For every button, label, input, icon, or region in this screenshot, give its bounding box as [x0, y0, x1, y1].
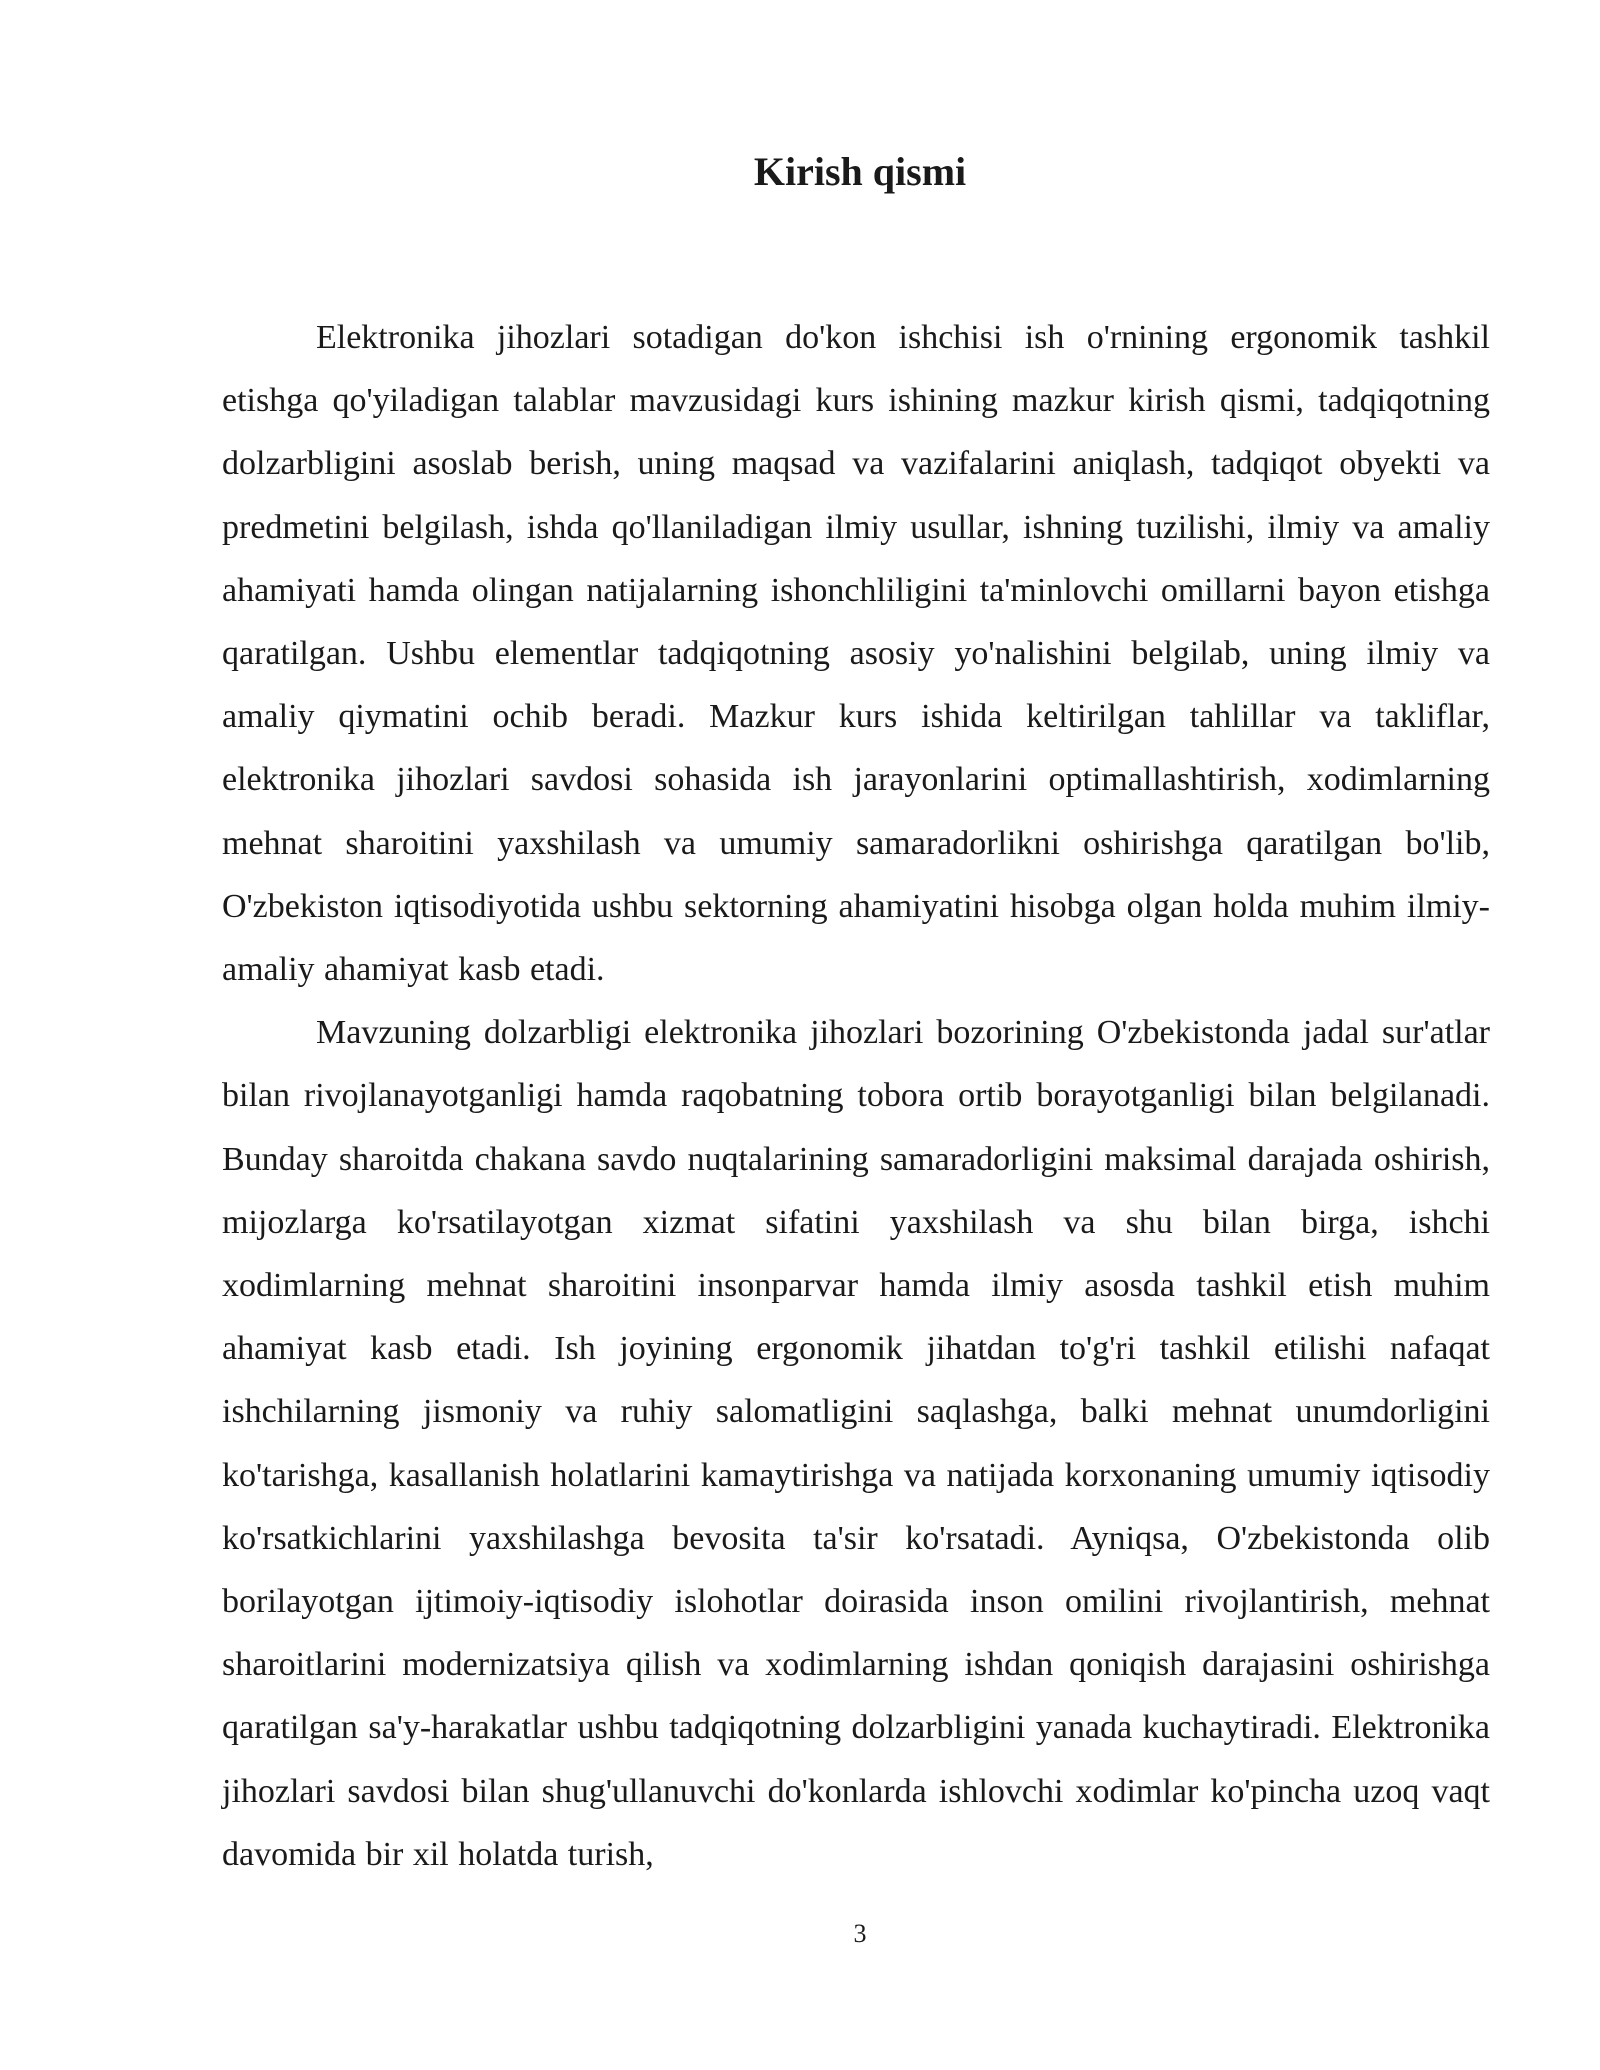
paragraph-relevance: Mavzuning dolzarbligi elektronika jihozlari bozorining O'zbekistonda jadal sur'atlar bilan rivojlanayotganligi hamda raqobatning tobora ortib borayotganligi bilan belgilanadi. Bunday sharoitda chakana savdo nuqtalarining samaradorligini maksimal darajada oshirish, mijozlarga ko'rsatilayotgan xizmat sifatini yaxshilash va shu bilan birga, ishchi xodimlarning mehnat sharoitini insonparvar hamda ilmiy asosda tashkil etish muhim ahamiyat kasb etadi. Ish joyining ergonomik jihatdan to'g'ri tashkil etilishi nafaqat ishchilarning jismoniy va ruhiy salomatligini saqlashga, balki mehnat unumdorligini ko'tarishga, kasallanish holatlarini kamaytirishga va natijada korxonaning umumiy iqtisodiy ko'rsatkichlarini yaxshilashga bevosita ta'sir ko'rsatadi. Ayniqsa, O'zbekistonda olib borilayotgan ijtimoiy-iqtisodiy islohotlar doirasida inson omilini rivojlantirish, mehnat sharoitlarini modernizatsiya qilish va xodimlarning ishdan qoniqish darajasini oshirishga qaratilgan sa'y-harakatlar ushbu tadqiqotning dolzarbligini yanada kuchaytiradi. Elektronika jihozlari savdosi bilan shug'ullanuvchi do'konlarda ishlovchi xodimlar ko'pincha uzoq vaqt davomida bir xil holatda turish, — [222, 1014, 1490, 1873]
page-title: Kirish qismi — [753, 149, 967, 194]
body-text — [222, 306, 1490, 1886]
page-number: 3 — [853, 1919, 867, 1948]
paragraph-intro: Elektronika jihozlari sotadigan do'kon ishchisi ish o'rnining ergonomik tashkil etishga qo'yiladigan talablar mavzusidagi kurs ishining mazkur kirish qismi, tadqiqotning dolzarbligini asoslab berish, uning maqsad va vazifalarini aniqlash, tadqiqot obyekti va predmetini belgilash, ishda qo'llaniladigan ilmiy usullar, ishning tuzilishi, ilmiy va amaliy ahamiyati hamda olingan natijalarning ishonchliligini ta'minlovchi omillarni bayon etishga qaratilgan. Ushbu elementlar tadqiqotning asosiy yo'nalishini belgilab, uning ilmiy va amaliy qiymatini ochib beradi. Mazkur kurs ishida keltirilgan tahlillar va takliflar, elektronika jihozlari savdosi sohasida ish jarayonlarini optimallashtirish, xodimlarning mehnat sharoitini yaxshilash va umumiy samaradorlikni oshirishga qaratilgan bo'lib, O'zbekiston iqtisodiyotida ushbu sektorning ahamiyatini hisobga olgan holda muhim ilmiy-amaliy ahamiyat kasb etadi. — [222, 319, 1490, 989]
